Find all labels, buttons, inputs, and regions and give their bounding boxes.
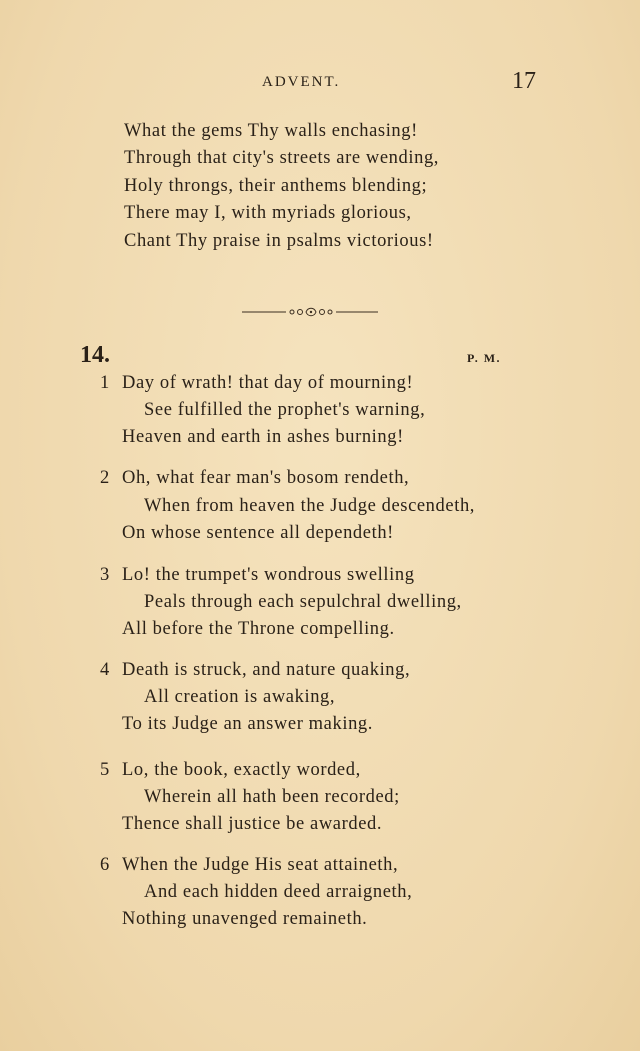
stanza-number: 1 [100, 373, 110, 393]
poem-line: What the gems Thy walls enchasing! [124, 121, 418, 141]
poem-line: On whose sentence all dependeth! [122, 523, 394, 543]
poem-line: There may I, with myriads glorious, [124, 203, 412, 223]
poem-line: Wherein all hath been recorded; [144, 787, 400, 807]
hymn-meter: P. M. [467, 351, 502, 365]
poem-line: Day of wrath! that day of mourning! [122, 373, 414, 393]
stanza-number: 4 [100, 660, 110, 680]
poem-line: Oh, what fear man's bosom rendeth, [122, 468, 410, 488]
ornament-divider-icon [240, 306, 380, 318]
poem-line: Peals through each sepulchral dwelling, [144, 592, 462, 612]
poem-line: Heaven and earth in ashes burning! [122, 427, 404, 447]
poem-line: To its Judge an answer making. [122, 714, 373, 734]
page-number: 17 [512, 68, 536, 94]
poem-line: Thence shall justice be awarded. [122, 814, 383, 834]
poem-line: Through that city's streets are wending, [124, 148, 440, 168]
stanza-number: 2 [100, 468, 110, 488]
poem-line: And each hidden deed arraigneth, [144, 882, 413, 902]
poem-line: When from heaven the Judge descendeth, [144, 496, 476, 516]
stanza-number: 6 [100, 855, 110, 875]
running-head [0, 68, 640, 98]
poem-line: Holy throngs, their anthems blending; [124, 176, 428, 196]
stanza-number: 3 [100, 565, 110, 585]
poem-line: When the Judge His seat attaineth, [122, 855, 399, 875]
stanza-number: 5 [100, 760, 110, 780]
poem-line: Lo, the book, exactly worded, [122, 760, 361, 780]
poem-line: Chant Thy praise in psalms victorious! [124, 231, 434, 251]
poem-line: Lo! the trumpet's wondrous swelling [122, 565, 415, 585]
poem-line: Death is struck, and nature quaking, [122, 660, 411, 680]
hymn-number: 14. [80, 342, 110, 368]
poem-line: Nothing unavenged remaineth. [122, 909, 368, 929]
poem-line: All before the Throne compelling. [122, 619, 395, 639]
section-title: ADVENT. [262, 74, 341, 90]
poem-line: All creation is awaking, [144, 687, 336, 707]
poem-line: See fulfilled the prophet's warning, [144, 400, 426, 420]
